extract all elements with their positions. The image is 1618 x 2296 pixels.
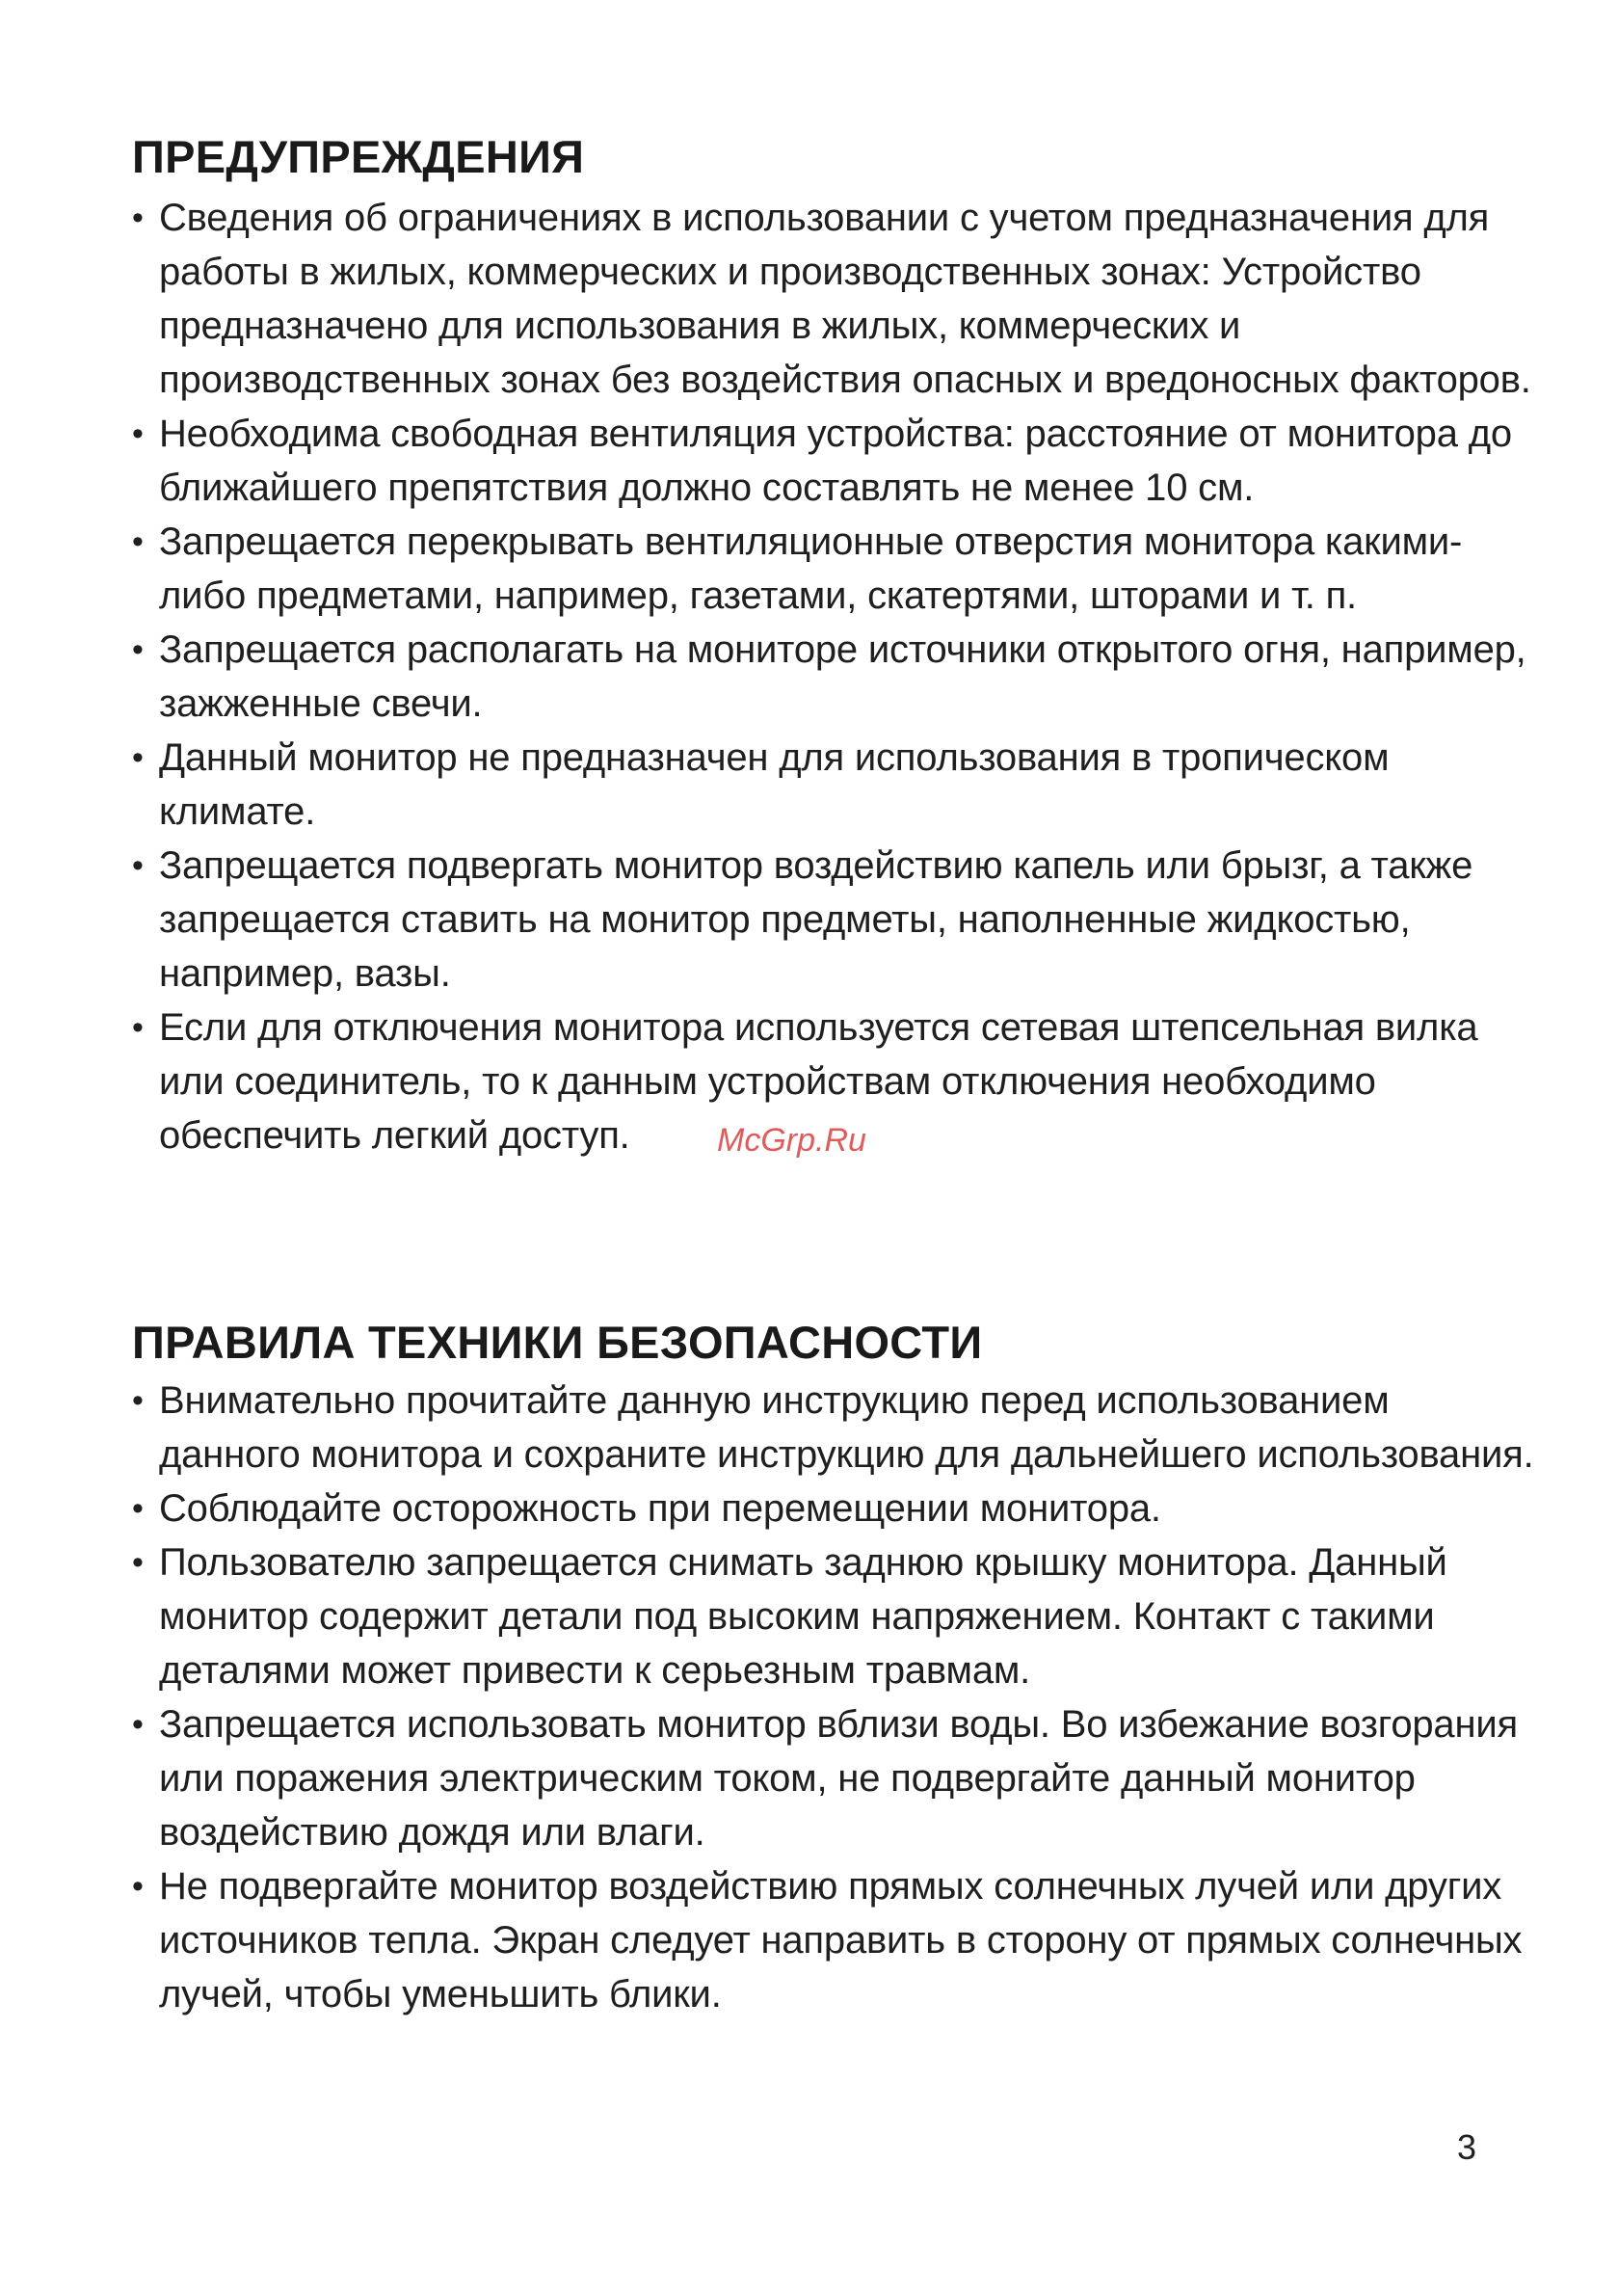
list-item-text: Данный монитор не предназначен для использования в тропическом климате.: [159, 736, 1390, 833]
list-item-text: Запрещается перекрывать вентиляционные отверстия монитора какими-либо предметами, например, газетами, скатертями, шторами и т. п.: [159, 521, 1463, 617]
bullet-icon: •: [132, 1544, 144, 1581]
list-item: [128, 407, 1535, 515]
list-item: [128, 515, 1535, 623]
list-item-text: Сведения об ограничениях в использовании с учетом предназначения для работы в жилых, коммерческих и производственных зонах: Устройство предназначено для использования в жилых, коммерческих и производственных зонах без воздействия опасных и вредоносных факторов.: [159, 197, 1531, 401]
warnings-list: [128, 191, 1535, 1162]
list-item: [128, 623, 1535, 731]
list-item-text: Соблюдайте осторожность при перемещении монитора.: [159, 1487, 1161, 1530]
list-item-text: Запрещается подвергать монитор воздействию капель или брызг, а также запрещается ставить на монитор предметы, наполненные жидкостью, например, вазы.: [159, 844, 1473, 995]
list-item-text: Внимательно прочитайте данную инструкцию перед использованием данного монитора и сохраните инструкцию для дальнейшего использования.: [159, 1379, 1534, 1476]
list-item: [128, 1374, 1535, 1482]
bullet-icon: •: [132, 739, 144, 776]
page-number: 3: [1457, 2127, 1477, 2167]
list-item-text: Не подвергайте монитор воздействию прямых солнечных лучей или других источников тепла. Экран следует направить в сторону от прямых солнечных лучей, чтобы уменьшить блики.: [159, 1865, 1523, 2016]
bullet-icon: •: [132, 1490, 144, 1527]
list-item-text: Запрещается располагать на мониторе источники открытого огня, например, зажженные свечи.: [159, 628, 1526, 725]
bullet-icon: •: [132, 415, 144, 452]
bullet-icon: •: [132, 1009, 144, 1046]
bullet-icon: •: [132, 523, 144, 560]
bullet-icon: •: [132, 847, 144, 884]
list-item: [128, 731, 1535, 839]
list-item-text: Необходима свободная вентиляция устройства: расстояние от монитора до ближайшего препятствия должно составлять не менее 10 см.: [159, 413, 1512, 509]
bullet-icon: •: [132, 200, 144, 236]
bullet-icon: •: [132, 1868, 144, 1905]
bullet-icon: •: [132, 1706, 144, 1743]
list-item: [128, 1482, 1535, 1535]
list-item: [128, 1535, 1535, 1697]
safety-rules-list: [128, 1374, 1535, 2021]
watermark-text: McGrp.Ru: [717, 1122, 866, 1159]
list-item-text: Если для отключения монитора используется сетевая штепсельная вилка или соединитель, то к данным устройствам отключения необходимо обеспечить легкий доступ.: [159, 1006, 1478, 1157]
safety-rules-heading: ПРАВИЛА ТЕХНИКИ БЕЗОПАСНОСТИ: [132, 1317, 983, 1368]
list-item: [128, 191, 1535, 407]
bullet-icon: •: [132, 631, 144, 668]
list-item-text: Запрещается использовать монитор вблизи воды. Во избежание возгорания или поражения электрическим током, не подвергайте данный монитор воздействию дождя или влаги.: [159, 1703, 1518, 1854]
list-item: [128, 839, 1535, 1001]
list-item: [128, 1859, 1535, 2021]
warnings-heading: ПРЕДУПРЕЖДЕНИЯ: [132, 131, 585, 182]
bullet-icon: •: [132, 1382, 144, 1419]
list-item-text: Пользователю запрещается снимать заднюю крышку монитора. Данный монитор содержит детали под высоким напряжением. Контакт с такими деталями может привести к серьезным травмам.: [159, 1541, 1447, 1692]
list-item: [128, 1697, 1535, 1859]
